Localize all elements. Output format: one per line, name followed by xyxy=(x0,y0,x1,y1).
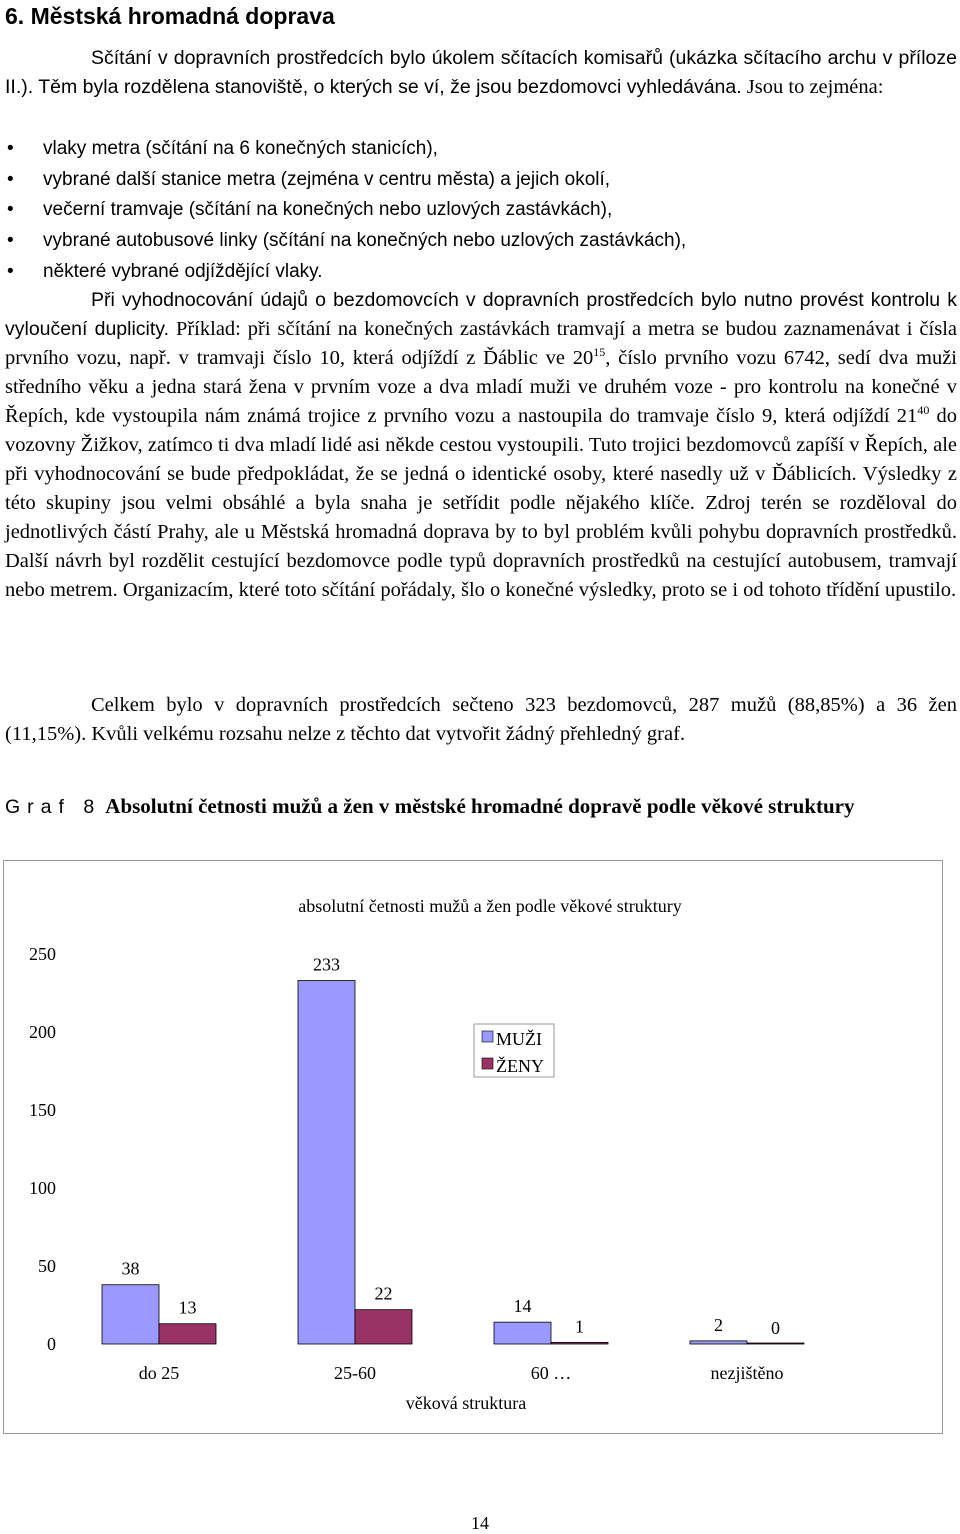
data-label: 0 xyxy=(771,1318,780,1338)
page-number: 14 xyxy=(471,1513,489,1533)
y-tick-label: 50 xyxy=(38,1256,56,1276)
y-tick-label: 100 xyxy=(29,1178,56,1198)
list-item xyxy=(5,257,957,288)
list-item xyxy=(5,195,957,226)
x-tick-label: 25-60 xyxy=(334,1363,376,1383)
bar-ženy xyxy=(355,1310,412,1344)
bar-muži xyxy=(690,1341,747,1344)
bar-ženy xyxy=(159,1324,216,1344)
bar-muži xyxy=(494,1322,551,1344)
x-axis-label: věková struktura xyxy=(405,1393,527,1413)
data-label: 2 xyxy=(714,1314,723,1335)
chart-title: absolutní četnosti mužů a žen podle věkové struktury xyxy=(298,896,682,916)
duplicity-paragraph xyxy=(5,286,957,605)
duplicity-text-a: Příklad: při sčítání na konečných zastávkách tramvají a metra se budou zaznamenávat i čísla prvního vozu, např. v tramvaji číslo 10, která odjíždí z Ďáblic ve 20 xyxy=(5,318,957,369)
list-item-text: vlaky metra (sčítání na 6 konečných stanicích), xyxy=(43,138,438,159)
legend-label: ŽENY xyxy=(496,1056,544,1076)
bar-muži xyxy=(298,981,355,1344)
location-list xyxy=(5,134,957,288)
data-label: 233 xyxy=(313,954,340,975)
time-superscript-2: 40 xyxy=(917,403,930,417)
data-label: 14 xyxy=(513,1296,532,1317)
list-item xyxy=(5,165,957,196)
legend-swatch xyxy=(482,1031,493,1042)
intro-text-serif: Jsou to zejména: xyxy=(741,76,884,98)
duplicity-text-c: do vozovny Žižkov, zatímco ti dva mladí lidé asi někde cestou vystoupili. Tuto trojici bezdomovců zapíší v Řepích, ale při vyhodnocování se bude předpokládat, že se jedná o identické osoby, které nasedly už v Ďáblicích. Výsledky z této skupiny jsou velmi obsáhlé a byla snaha je setřídit podle nějakého klíče. Zdroj terén se rozděloval do jednotlivých částí Prahy, ale u Městská hromadná doprava by to byl problém kvůli pohybu dopravních prostředků. Další návrh byl rozdělit cestující bezdomovce podle typů dopravních prostředků na cestující autobusem, tramvají nebo metrem. Organizacím, které toto sčítání pořádaly, šlo o konečné výsledky, proto se i od tohoto třídění upustilo. xyxy=(5,405,957,601)
bar-ženy xyxy=(551,1342,608,1344)
list-item xyxy=(5,226,957,257)
x-tick-label: 60 … xyxy=(530,1363,572,1383)
section-heading: 6. Městská hromadná doprava xyxy=(5,3,335,29)
list-item-text: večerní tramvaje (sčítání na konečných nebo uzlových zastávkách), xyxy=(43,199,613,221)
legend-label: MUŽI xyxy=(496,1029,542,1049)
list-item-text: vybrané autobusové linky (sčítání na konečných nebo uzlových zastávkách), xyxy=(43,230,687,252)
time-superscript-1: 15 xyxy=(593,345,606,359)
summary-paragraph: Celkem bylo v dopravních prostředcích sečteno 323 bezdomovců, 287 mužů (88,85%) a 36 žen (11,15%). Kvůli velkému rozsahu nelze z těchto dat vytvořit žádný přehledný graf. xyxy=(5,694,957,745)
figure-label: Graf 8 xyxy=(5,796,102,818)
bar-ženy xyxy=(747,1343,804,1344)
x-tick-label: do 25 xyxy=(138,1363,180,1383)
age-structure-chart xyxy=(3,860,943,1434)
intro-text: Sčítání v dopravních prostředcích bylo úkolem sčítacích komisařů (ukázka sčítacího archu v příloze II.). Těm byla rozdělena stanoviště, o kterých se ví, že jsou bezdomovci vyhledávána. xyxy=(5,47,957,98)
legend-swatch xyxy=(482,1058,493,1069)
y-tick-label: 0 xyxy=(47,1334,56,1354)
bullet-icon: • xyxy=(7,138,14,159)
bullet-icon: • xyxy=(7,230,14,252)
duplicity-text-sans: Při vyhodnocování údajů o bezdomovcích v dopravních prostředcích bylo nutno provést kontrolu k vyloučení duplicity. xyxy=(5,289,957,340)
list-item-text: vybrané další stanice metra (zejména v centru města) a jejich okolí, xyxy=(43,168,611,190)
duplicity-text-b: , číslo prvního vozu 6742, sedí dva muži středního věku a jedna stará žena v prvním voze a dva mladí muži ve druhém voze - pro kontrolu na konečné v Řepích, kde vystoupila nám známá trojice z prvního vozu a nastoupila do tramvaje číslo 9, která odjíždí 21 xyxy=(5,347,957,427)
figure-caption xyxy=(5,791,957,822)
x-tick-label: nezjištěno xyxy=(710,1363,784,1383)
y-tick-label: 150 xyxy=(29,1100,56,1120)
bullet-icon: • xyxy=(7,260,14,282)
bar-muži xyxy=(102,1285,159,1344)
bullet-icon: • xyxy=(7,168,14,190)
bullet-icon: • xyxy=(7,199,14,221)
y-tick-label: 200 xyxy=(29,1022,56,1042)
data-label: 38 xyxy=(121,1258,140,1279)
chart-svg xyxy=(4,861,942,1433)
data-label: 22 xyxy=(374,1283,393,1304)
y-tick-label: 250 xyxy=(29,944,56,964)
data-label: 13 xyxy=(178,1297,197,1318)
figure-title: Absolutní četnosti mužů a žen v městské hromadné dopravě podle věkové struktury xyxy=(105,794,855,818)
data-label: 1 xyxy=(575,1316,584,1337)
intro-paragraph xyxy=(5,44,957,102)
list-item-text: některé vybrané odjíždějící vlaky. xyxy=(43,260,323,282)
list-item xyxy=(5,134,957,165)
